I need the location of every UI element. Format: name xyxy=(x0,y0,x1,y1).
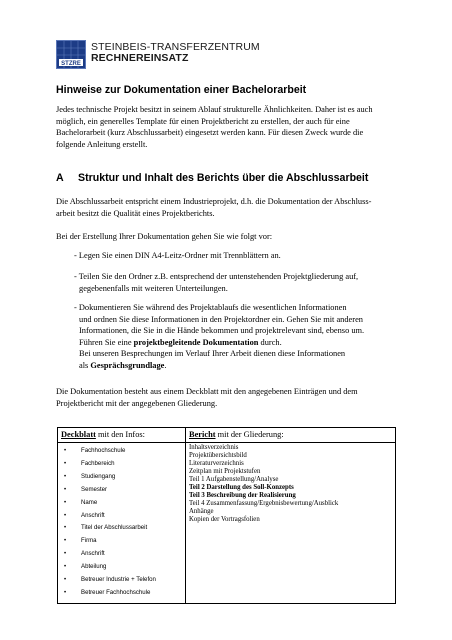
report-outline-item: Teil 1 Aufgabenstellung/Analyse xyxy=(189,476,279,483)
report-outline-item: Kopien der Vortragsfolien xyxy=(189,516,260,523)
bullet-icon: • xyxy=(64,486,67,493)
paragraph-line: Projektbericht mit der angegebenen Gliederung. xyxy=(56,398,218,408)
report-outline-item: Teil 4 Zusammenfassung/Ergebnisbewertung/Ausblick xyxy=(189,500,339,507)
step-line: Führen Sie eine projektbegleitende Dokumentation durch. xyxy=(79,337,282,347)
intro-line: möglich, ein generelles Template für einen Projektbericht zu erstellen, der auch für eine xyxy=(56,116,350,126)
intro-line: folgende Anleitung erstellt. xyxy=(56,139,148,149)
step-1: - Legen Sie einen DIN A4-Leitz-Ordner mit Trennblättern an. xyxy=(74,251,281,260)
section-heading xyxy=(56,172,368,184)
report-outline-item: Literaturverzeichnis xyxy=(189,460,244,467)
procedure-intro: Bei der Erstellung Ihrer Dokumentation gehen Sie wie folgt vor: xyxy=(56,232,273,241)
logo-grid-icon xyxy=(57,41,85,68)
bullet-icon: • xyxy=(64,473,67,480)
page-title: Hinweise zur Dokumentation einer Bachelorarbeit xyxy=(56,84,307,96)
report-outline-item: Teil 3 Beschreibung der Realisierung xyxy=(189,492,296,499)
logo-mark xyxy=(56,40,86,69)
documentation-paragraph xyxy=(56,386,401,409)
bullet-icon: • xyxy=(64,460,67,467)
report-outline-item: Projektübersichtsbild xyxy=(189,452,247,459)
bullet-icon: • xyxy=(64,448,67,454)
intro-paragraph xyxy=(56,104,401,150)
report-outline-item: Inhaltsverzeichnis xyxy=(189,444,239,451)
logo-line-2: RECHNEREINSATZ xyxy=(91,52,189,64)
report-header: Bericht mit der Gliederung: xyxy=(186,428,395,443)
bullet-icon: • xyxy=(64,589,67,596)
report-outline-item: Anhänge xyxy=(189,508,214,515)
emphasis-text: projektbegleitende Dokumentation xyxy=(133,337,259,347)
bullet-icon: • xyxy=(64,512,67,519)
step-line: Informationen, die Sie in die Hände bekommen und projektrelevant sind, ebenso um. xyxy=(79,326,365,335)
intro-line: Bachelorarbeit (kurz Abschlussarbeit) eingesetzt werden kann. Für diesen Zweck wurde die xyxy=(56,128,364,137)
cover-info-item: • Studiengang xyxy=(64,471,185,484)
cover-info-item: • Firma xyxy=(64,535,185,548)
report-column xyxy=(186,428,395,603)
step-line: gegebenenfalls mit weiteren Unterteilungen. xyxy=(79,283,228,293)
section-number: A xyxy=(56,172,64,184)
cover-info-item: • Abteilung xyxy=(64,561,185,574)
cover-info-item: • Betreuer Industrie + Telefon xyxy=(64,574,185,587)
step-line: als Gesprächsgrundlage. xyxy=(79,360,167,370)
cover-info-item: • Titel der Abschlussarbeit xyxy=(64,522,185,535)
cover-info-item: • Semester xyxy=(64,484,185,497)
report-outline-item: Zeitplan mit Projektstufen xyxy=(189,468,261,475)
cover-page-list xyxy=(58,443,185,600)
cover-page-column xyxy=(58,428,186,603)
step-3 xyxy=(74,302,404,371)
structure-paragraph xyxy=(56,196,401,219)
structure-table xyxy=(57,427,396,604)
logo-mark-text: STZRE xyxy=(61,61,81,67)
step-line: - Dokumentieren Sie während des Projektablaufs die wesentlichen Informationen xyxy=(74,303,347,312)
report-outline-item: Teil 2 Darstellung des Soll-Konzepts xyxy=(189,484,294,491)
logo-line-1: STEINBEIS-TRANSFERZENTRUM xyxy=(91,41,260,53)
bullet-icon: • xyxy=(64,564,67,571)
cover-info-item: • Anschrift xyxy=(64,548,185,561)
step-line: Bei unseren Besprechungen im Verlauf Ihrer Arbeit dienen diese Informationen xyxy=(79,349,346,358)
section-title: Struktur und Inhalt des Berichts über die Abschlussarbeit xyxy=(78,172,369,184)
cover-page-header: Deckblatt mit den Infos: xyxy=(58,428,185,443)
bullet-icon: • xyxy=(64,551,67,558)
step-line: und ordnen Sie diese Informationen in den Projektordner ein. Gehen Sie mit anderen xyxy=(79,314,363,324)
bullet-icon: • xyxy=(64,499,67,506)
logo-wordmark xyxy=(91,42,260,64)
cover-info-item: • Fachhochschule xyxy=(64,445,185,458)
paragraph-line: Die Dokumentation besteht aus einem Deckblatt mit den angegebenen Einträgen und dem xyxy=(56,387,358,396)
paragraph-line: Die Abschlussarbeit entspricht einem Industrieprojekt, d.h. die Dokumentation der Abschluss- xyxy=(56,197,372,206)
bullet-icon: • xyxy=(64,525,67,532)
emphasis-text: Gesprächsgrundlage xyxy=(90,360,165,370)
cover-info-item: • Anschrift xyxy=(64,510,185,523)
bullet-icon: • xyxy=(64,577,67,584)
cover-info-item: • Fachbereich xyxy=(64,458,185,471)
bullet-icon: • xyxy=(64,538,67,545)
cover-info-item: • Betreuer Fachhochschule xyxy=(64,587,185,600)
report-outline-list xyxy=(186,443,395,524)
paragraph-line: arbeit besitzt die Qualität eines Projektberichts. xyxy=(56,208,215,218)
step-2 xyxy=(74,271,404,294)
step-line: - Teilen Sie den Ordner z.B. entsprechend der untenstehenden Projektgliederung auf, xyxy=(74,272,359,281)
intro-line: Jedes technische Projekt besitzt in seinem Ablauf strukturelle Ähnlichkeiten. Daher ist es auch xyxy=(56,105,373,114)
cover-info-item: • Name xyxy=(64,497,185,510)
